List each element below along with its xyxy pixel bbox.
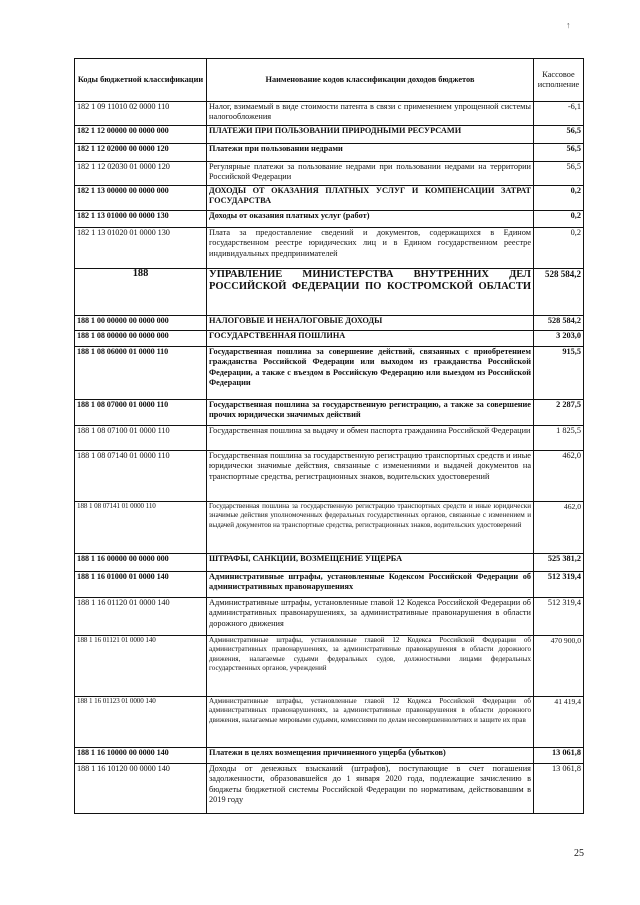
row-code: 188 1 08 06000 01 0000 110 bbox=[75, 347, 207, 400]
table-row bbox=[75, 554, 584, 572]
table-row bbox=[75, 451, 584, 502]
row-name: Доходы от оказания платных услуг (работ) bbox=[207, 211, 534, 228]
table-row bbox=[75, 186, 584, 211]
row-name: Административные штрафы, установленные главой 12 Кодекса Российской Федерации об административных правонарушениях, за административные правонарушения в области дорожного движения, налагаемые мировыми судьями, комиссиями по делам несовершеннолетних и защите их прав bbox=[207, 697, 534, 748]
table-row bbox=[75, 400, 584, 426]
row-name: Плата за предоставление сведений и документов, содержащихся в Едином государственном реестре юридических лиц и в Едином государственном реестре индивидуальных предпринимателей bbox=[207, 228, 534, 269]
table-row bbox=[75, 764, 584, 814]
row-code: 188 1 08 00000 00 0000 000 bbox=[75, 331, 207, 347]
table-header-row bbox=[75, 59, 584, 102]
row-name: УПРАВЛЕНИЕ МИНИСТЕРСТВА ВНУТРЕННИХ ДЕЛ РОССИЙСКОЙ ФЕДЕРАЦИИ ПО КОСТРОМСКОЙ ОБЛАСТИ bbox=[207, 269, 534, 316]
row-value: 512 319,4 bbox=[534, 598, 584, 636]
row-value: 525 381,2 bbox=[534, 554, 584, 572]
row-value: 1 825,5 bbox=[534, 426, 584, 451]
row-name: Государственная пошлина за государственную регистрацию транспортных средств и иные юридически значимые действия уполномоченных федеральных государственных органов, связанные с изменением и выдачей документов на транспортные средства, регистрационных знаков, водительских удостоверений bbox=[207, 502, 534, 554]
row-value: 41 419,4 bbox=[534, 697, 584, 748]
row-value: 2 287,5 bbox=[534, 400, 584, 426]
corner-mark: ↑ bbox=[566, 20, 571, 30]
row-name: Регулярные платежи за пользование недрами при пользовании недрами на территории Российской Федерации bbox=[207, 162, 534, 186]
row-name: Административные штрафы, установленные Кодексом Российской Федерации об административных правонарушениях bbox=[207, 572, 534, 598]
table-row bbox=[75, 162, 584, 186]
row-value: 470 900,0 bbox=[534, 636, 584, 697]
row-name: ДОХОДЫ ОТ ОКАЗАНИЯ ПЛАТНЫХ УСЛУГ И КОМПЕНСАЦИИ ЗАТРАТ ГОСУДАРСТВА bbox=[207, 186, 534, 211]
row-name: Доходы от денежных взысканий (штрафов), поступающие в счет погашения задолженности, образовавшейся до 1 января 2020 года, подлежащие зачислению в бюджеты бюджетной системы Российской Федерации по нормативам, действовавшим в 2019 году bbox=[207, 764, 534, 814]
row-code: 188 1 16 01123 01 0000 140 bbox=[75, 697, 207, 748]
table-row bbox=[75, 228, 584, 269]
table-row bbox=[75, 598, 584, 636]
row-value: 512 319,4 bbox=[534, 572, 584, 598]
row-name: НАЛОГОВЫЕ И НЕНАЛОГОВЫЕ ДОХОДЫ bbox=[207, 316, 534, 331]
row-name: Государственная пошлина за выдачу и обмен паспорта гражданина Российской Федерации bbox=[207, 426, 534, 451]
row-value: 13 061,8 bbox=[534, 764, 584, 814]
row-value: 0,2 bbox=[534, 228, 584, 269]
table-row bbox=[75, 102, 584, 126]
row-code: 182 1 12 00000 00 0000 000 bbox=[75, 126, 207, 144]
row-name: Платежи в целях возмещения причиненного ущерба (убытков) bbox=[207, 748, 534, 764]
row-code: 188 1 16 01000 01 0000 140 bbox=[75, 572, 207, 598]
table-row bbox=[75, 269, 584, 316]
row-code: 188 1 16 01121 01 0000 140 bbox=[75, 636, 207, 697]
row-code: 188 bbox=[75, 269, 207, 316]
header-name: Наименование кодов классификации доходов бюджетов bbox=[207, 59, 534, 102]
row-value: 915,5 bbox=[534, 347, 584, 400]
table-row bbox=[75, 316, 584, 331]
row-value: 462,0 bbox=[534, 451, 584, 502]
table-row bbox=[75, 572, 584, 598]
row-name: Налог, взимаемый в виде стоимости патента в связи с применением упрощенной системы налогообложения bbox=[207, 102, 534, 126]
row-name: Государственная пошлина за совершение действий, связанных с приобретением гражданства Российской Федерации или выходом из гражданства Российской Федерации, а также с въездом в Российскую Федерацию или выездом из Российской Федерации bbox=[207, 347, 534, 400]
row-name: Административные штрафы, установленные главой 12 Кодекса Российской Федерации об административных правонарушениях, за административные правонарушения в области дорожного движения bbox=[207, 598, 534, 636]
table-row bbox=[75, 426, 584, 451]
table-row bbox=[75, 748, 584, 764]
row-code: 182 1 13 01020 01 0000 130 bbox=[75, 228, 207, 269]
row-code: 188 1 00 00000 00 0000 000 bbox=[75, 316, 207, 331]
row-value: 56,5 bbox=[534, 162, 584, 186]
header-code: Коды бюджетной классификации bbox=[75, 59, 207, 102]
row-value: 462,0 bbox=[534, 502, 584, 554]
row-value: 13 061,8 bbox=[534, 748, 584, 764]
row-code: 188 1 08 07100 01 0000 110 bbox=[75, 426, 207, 451]
row-code: 188 1 16 00000 00 0000 000 bbox=[75, 554, 207, 572]
row-value: 3 203,0 bbox=[534, 331, 584, 347]
table-row bbox=[75, 636, 584, 697]
row-value: -6,1 bbox=[534, 102, 584, 126]
header-value: Кассовое исполнение bbox=[534, 59, 584, 102]
table-row bbox=[75, 347, 584, 400]
row-value: 528 584,2 bbox=[534, 316, 584, 331]
row-value: 0,2 bbox=[534, 186, 584, 211]
row-code: 182 1 13 00000 00 0000 000 bbox=[75, 186, 207, 211]
row-code: 182 1 12 02030 01 0000 120 bbox=[75, 162, 207, 186]
row-code: 188 1 08 07141 01 0000 110 bbox=[75, 502, 207, 554]
table-row bbox=[75, 697, 584, 748]
row-value: 528 584,2 bbox=[534, 269, 584, 316]
row-code: 188 1 16 10120 00 0000 140 bbox=[75, 764, 207, 814]
row-name: ПЛАТЕЖИ ПРИ ПОЛЬЗОВАНИИ ПРИРОДНЫМИ РЕСУРСАМИ bbox=[207, 126, 534, 144]
row-name: Административные штрафы, установленные главой 12 Кодекса Российской Федерации об административных правонарушениях, за административные правонарушения в области дорожного движения, налагаемые судьями федеральных судов, должностными лицами федеральных государственных органов, учреждений bbox=[207, 636, 534, 697]
table-row bbox=[75, 331, 584, 347]
row-name: ШТРАФЫ, САНКЦИИ, ВОЗМЕЩЕНИЕ УЩЕРБА bbox=[207, 554, 534, 572]
table-row bbox=[75, 144, 584, 162]
row-value: 56,5 bbox=[534, 144, 584, 162]
row-code: 188 1 08 07000 01 0000 110 bbox=[75, 400, 207, 426]
row-code: 182 1 13 01000 00 0000 130 bbox=[75, 211, 207, 228]
row-name: ГОСУДАРСТВЕННАЯ ПОШЛИНА bbox=[207, 331, 534, 347]
row-code: 188 1 16 01120 01 0000 140 bbox=[75, 598, 207, 636]
row-code: 188 1 16 10000 00 0000 140 bbox=[75, 748, 207, 764]
row-name: Государственная пошлина за государственную регистрацию транспортных средств и иные юридически значимые действия, связанные с изменениями и выдачей документов на транспортные средства, регистрационных знаков, водительских удостоверений bbox=[207, 451, 534, 502]
budget-income-table bbox=[74, 58, 584, 814]
row-code: 188 1 08 07140 01 0000 110 bbox=[75, 451, 207, 502]
row-code: 182 1 12 02000 00 0000 120 bbox=[75, 144, 207, 162]
table-row bbox=[75, 502, 584, 554]
row-value: 56,5 bbox=[534, 126, 584, 144]
row-name: Государственная пошлина за государственную регистрацию, а также за совершение прочих юридически значимых действий bbox=[207, 400, 534, 426]
row-code: 182 1 09 11010 02 0000 110 bbox=[75, 102, 207, 126]
table-row bbox=[75, 126, 584, 144]
page-number: 25 bbox=[574, 848, 584, 859]
table-row bbox=[75, 211, 584, 228]
row-name: Платежи при пользовании недрами bbox=[207, 144, 534, 162]
row-value: 0,2 bbox=[534, 211, 584, 228]
